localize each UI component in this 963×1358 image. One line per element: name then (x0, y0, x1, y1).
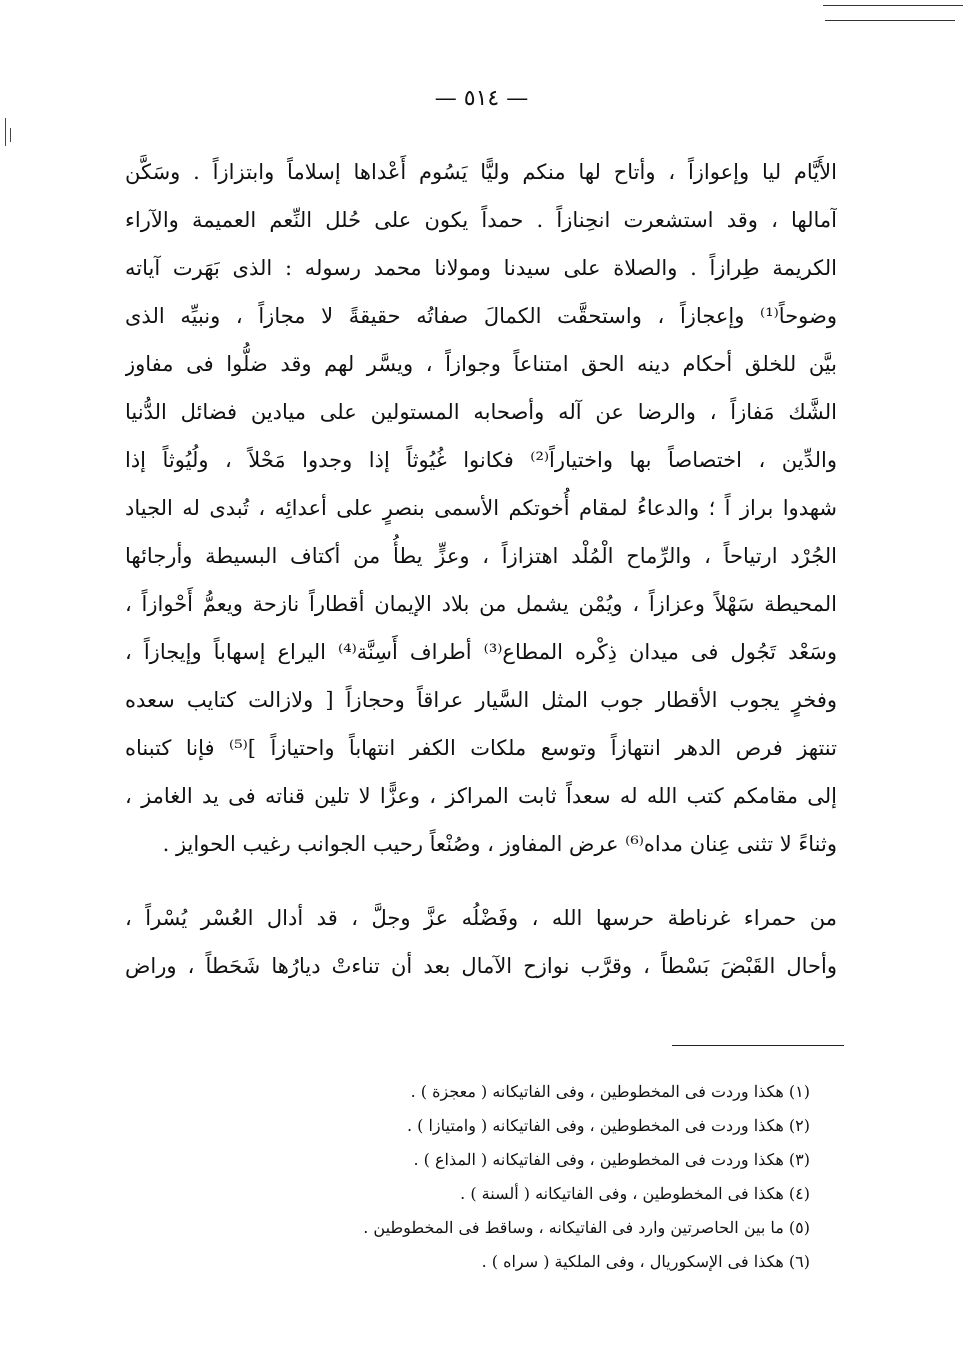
margin-mark (10, 128, 11, 142)
footnotes (250, 1075, 810, 1279)
text-line: الشَّك مَفازاً ، والرضا عن آله وأصحابه المستولين على ميادين فضائل الدُّنيا (125, 400, 837, 424)
footnote: (١) هكذا وردت فى المخطوطين ، وفى الفاتيكانه ( معجزة ) . (410, 1082, 810, 1101)
footnote-separator (672, 1045, 844, 1046)
paragraph-gap (125, 868, 837, 894)
text-line: والدِّين ، اختصاصاً بها واختياراً⁽²⁾ فكانوا غُيُوثاً إذا وجدوا مَحْلاً ، ولُيُوثاً إذا (125, 448, 837, 472)
footnote: (٦) هكذا فى الإسكوريال ، وفى الملكية ( سراه ) . (481, 1252, 810, 1271)
text-line: من حمراء غرناطة حرسها الله ، وفَضْلُه عزَّ وجلَّ ، قد أدال العُسْر يُسْراً ، (125, 906, 837, 930)
page-number: — ٥١٤ — (434, 86, 529, 111)
text-line: الأَيَّام ليا وإعوازاً ، وأتاح لها منكم وليًّا يَسُوم أَعْداها إسلاماً وابتزازاً . وسَكَّن (125, 160, 837, 184)
main-text (125, 148, 837, 990)
text-line: بيَّن للخلق أحكام دينه الحق امتناعاً وجوازاً ، ويسَّر لهم وقد ضلُّوا فى مفاوز (125, 352, 837, 376)
footnote: (٥) ما بين الحاصرتين وارد فى الفاتيكانه ، وساقط فى المخطوطين . (363, 1218, 810, 1237)
footnote: (٣) هكذا وردت فى المخطوطين ، وفى الفاتيكانه ( المذاع ) . (413, 1150, 810, 1169)
text-line: وأحال القَبْضَ بَسْطاً ، وقرَّب نوازح الآمال بعد أن تناءتْ ديارُها شَحَطاً ، وراض (125, 954, 837, 978)
margin-mark (5, 118, 6, 146)
text-line: شهدوا براز اً ؛ والدعاءُ لمقام أُخوتكم الأسمى بنصرٍ على أعدائِه ، تُبدى له الجياد (125, 496, 837, 520)
text-line: إلى مقامكم كتب الله له سعداً ثابت المراكز ، وعزًّا لا تلين قناته فى يد الغامز ، (125, 784, 837, 808)
text-line: وثناءً لا تثنى عِنان مداه⁽⁶⁾ عرض المفاوز ، وصُنْعاً رحيب الجوانب رغيب الحوايز . (162, 832, 837, 856)
footnote: (٢) هكذا وردت فى المخطوطين ، وفى الفاتيكانه ( وامتيازا ) . (406, 1116, 810, 1135)
text-line: آمالها ، وقد استشعرت انحِنازاً . حمداً يكون على حُلل النِّعم العميمة والآراء (125, 208, 837, 232)
text-line: الجُرْد ارتياحاً ، والرِّماح الْمُلْد اهتزازاً ، وعزٍّ يطأُ من أكتاف البسيطة وأرجائها (125, 544, 837, 568)
text-line: الكريمة طِرازاً . والصلاة على سيدنا ومولانا محمد رسوله : الذى بَهَرت آياته (125, 256, 837, 280)
text-line: تنتهز فرص الدهر انتهازاً وتوسع ملكات الكفر انتهاباً واحتيازاً ]⁽⁵⁾ فإنا كتبناه (125, 736, 837, 760)
text-line: المحيطة سَهْلاً وعزازاً ، ويُمْن يشمل من بلاد الإيمان أقطاراً نازحة ويعمُّ أَحْوازاً ، (125, 592, 837, 616)
top-edge-rule (825, 20, 955, 21)
text-line: وفخرٍ يجوب الأقطار جوب المثل السَّيار عراقاً وحجازاً [ ولازالت كتايب سعده (125, 688, 837, 712)
text-line: وسَعْد تَجُول فى ميدان ذِكْره المطاع⁽³⁾ أطراف أَسِنَّة⁽⁴⁾ اليراع إسهاباً وإيجازاً ، (125, 640, 837, 664)
text-line: وضوحاً⁽¹⁾ وإعجازاً ، واستحقَّت الكمالَ صفاتُه حقيقةً لا مجازاً ، ونبيِّه الذى (125, 304, 837, 328)
footnote: (٤) هكذا فى المخطوطين ، وفى الفاتيكانه ( ألسنة ) . (460, 1184, 810, 1203)
top-edge-rule (823, 5, 963, 6)
